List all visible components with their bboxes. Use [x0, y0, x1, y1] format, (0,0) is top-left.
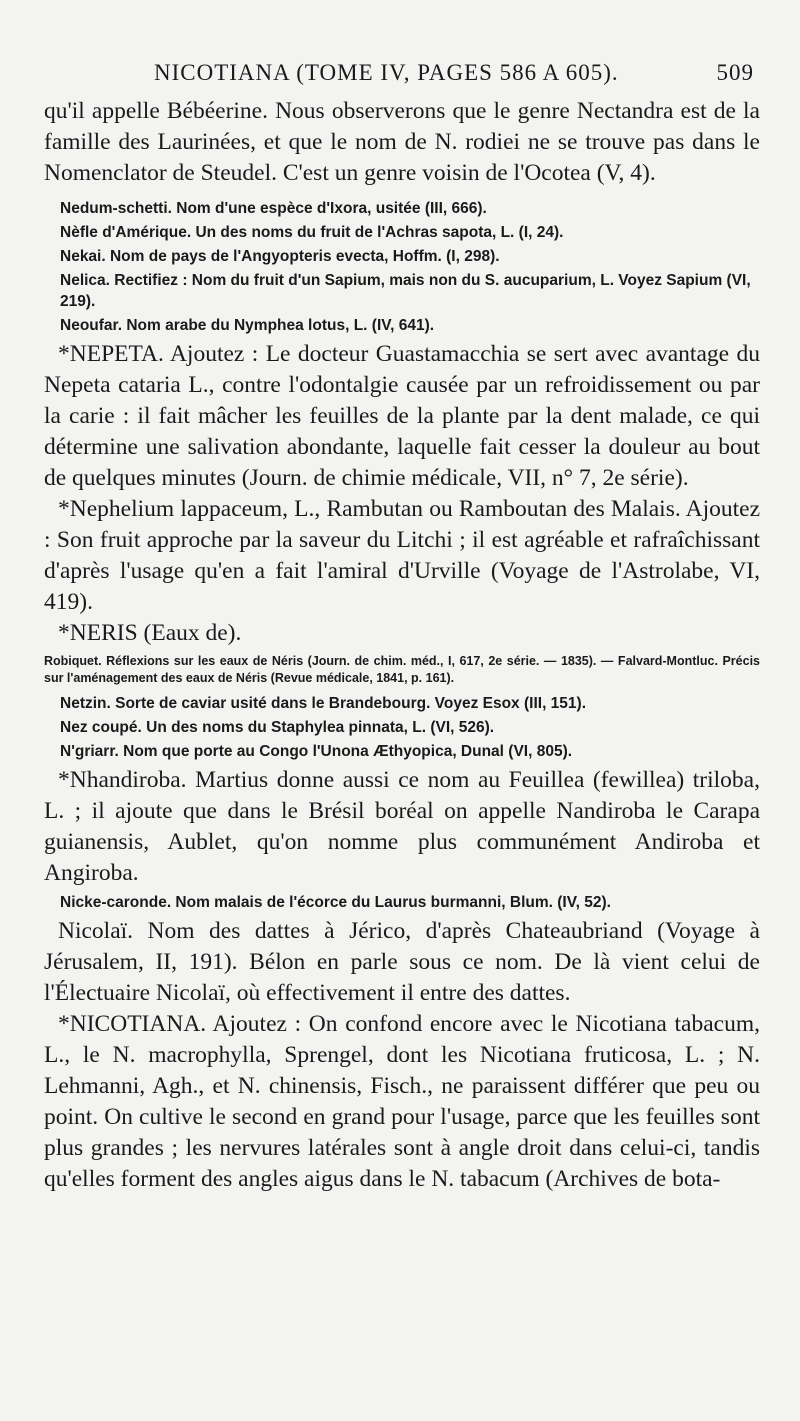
- page-number: 509: [716, 60, 754, 85]
- entry-n-griarr: N'griarr. Nom que porte au Congo l'Unona Æthyopica, Dunal (VI, 805).: [60, 743, 573, 760]
- entry-nepeta: *NEPETA. Ajoutez : Le docteur Guastamacchia se sert avec avantage du Nepeta cataria L., contre l'odontalgie causée par un refroidissement ou par la carie : il fait mâcher les feuilles de la plante par la dent malade, ce qui détermine une salivation abondante, laquelle fait cesser la douleur au bout de quelques minutes (Journ. de chimie médicale, VII, n° 7, 2e série).: [44, 341, 760, 491]
- entry-nefle-d-amerique: Nèfle d'Amérique. Un des noms du fruit de l'Achras sapota, L. (I, 24).: [60, 224, 564, 241]
- entry-nephelium: *Nephelium lappaceum, L., Rambutan ou Ramboutan des Malais. Ajoutez : Son fruit approche par la saveur du Litchi ; il est agréable et rafraîchissant d'après l'usage qu'en a fait l'amiral d'Urville (Voyage de l'Astrolabe, VI, 419).: [44, 496, 760, 615]
- entry-nicolai: Nicolaï. Nom des dattes à Jérico, d'après Chateaubriand (Voyage à Jérusalem, II, 191). Bélon en parle sous ce nom. De là vient celui de l'Électuaire Nicolaï, où effectivement il entre des dattes.: [44, 918, 760, 1006]
- running-header: [44, 60, 760, 96]
- entry-netzin: Netzin. Sorte de caviar usité dans le Brandebourg. Voyez Esox (III, 151).: [60, 695, 587, 712]
- running-title: NICOTIANA (TOME IV, PAGES 586 A 605).: [154, 60, 619, 85]
- neris-references: Robiquet. Réflexions sur les eaux de Néris (Journ. de chim. méd., I, 617, 2e série. — 1835). — Falvard-Montluc. Précis sur l'aménagement des eaux de Néris (Revue médicale, 1841, p. 161).: [44, 654, 760, 685]
- document-page: [44, 60, 760, 1195]
- entry-nedum-schetti: Nedum-schetti. Nom d'une espèce d'Ixora, usitée (III, 666).: [60, 200, 487, 217]
- entry-neris: *NERIS (Eaux de).: [58, 620, 242, 646]
- paragraph-bebeerine: qu'il appelle Bébéerine. Nous observerons que le genre Nectandra est de la famille des Laurinées, et que le nom de N. rodiei ne se trouve pas dans le Nomenclator de Steudel. C'est un genre voisin de l'Ocotea (V, 4).: [44, 98, 760, 186]
- entry-neoufar: Neoufar. Nom arabe du Nymphea lotus, L. (IV, 641).: [60, 317, 435, 334]
- entry-nelica: Nelica. Rectifiez : Nom du fruit d'un Sapium, mais non du S. aucuparium, L. Voyez Sapium (VI, 219).: [60, 272, 751, 310]
- entry-nekai: Nekai. Nom de pays de l'Angyopteris evecta, Hoffm. (I, 298).: [60, 248, 500, 265]
- entry-nhandiroba: *Nhandiroba. Martius donne aussi ce nom au Feuillea (fewillea) triloba, L. ; il ajoute que dans le Brésil boréal on appelle Nandiroba le Carapa guianensis, Aublet, qu'on nomme plus communément Andiroba et Angiroba.: [44, 767, 760, 886]
- entry-nicotiana: *NICOTIANA. Ajoutez : On confond encore avec le Nicotiana tabacum, L., le N. macrophylla, Sprengel, dont les Nicotiana fruticosa, L. ; N. Lehmanni, Agh., et N. chinensis, Fisch., ne paraissent différer que peu ou point. On cultive le second en grand pour l'usage, parce que les feuilles sont plus grandes ; les nervures latérales sont à angle droit dans celui-ci, tandis qu'elles forment des angles aigus dans le N. tabacum (Archives de bota-: [44, 1011, 760, 1192]
- entry-nicke-caronde: Nicke-caronde. Nom malais de l'écorce du Laurus burmanni, Blum. (IV, 52).: [60, 894, 611, 911]
- entry-nez-coupe: Nez coupé. Un des noms du Staphylea pinnata, L. (VI, 526).: [60, 719, 495, 736]
